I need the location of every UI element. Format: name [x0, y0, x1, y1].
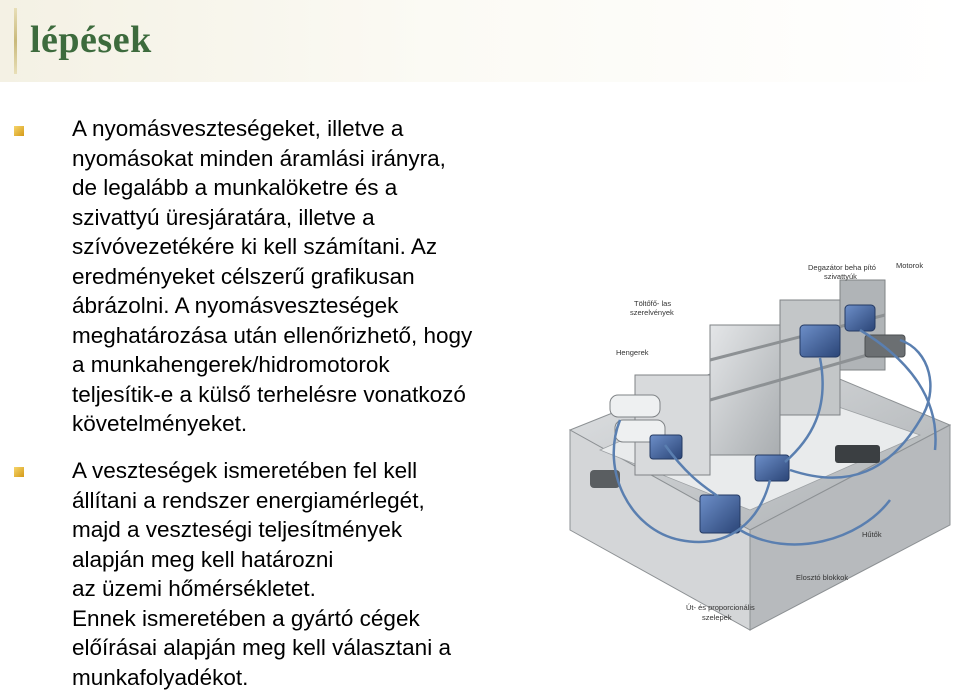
label-cooler: Hűtők — [862, 530, 882, 539]
bullet-marker-1 — [14, 126, 24, 136]
label-motor: Motorok — [896, 261, 924, 270]
label-distributor: Elosztó blokkok — [796, 573, 849, 582]
cooler — [835, 445, 880, 463]
title-accent — [14, 8, 17, 74]
label-valves-1: Út- és proporcionális — [686, 603, 755, 612]
slide-title: lépések — [30, 19, 152, 61]
label-filling-1: Töltőfő- las — [634, 299, 672, 308]
label-valves-2: szelepek — [702, 613, 732, 622]
label-cylinder: Hengerek — [616, 348, 649, 357]
label-degassing-1: Degazátor beha pító — [808, 263, 876, 272]
bullet-text-2: A veszteségek ismeretében fel kell állítani a rendszer energiamérlegét, majd a veszteségi teljesítmények alapján meg kell határozni az üzemi hőmérsékletet. Ennek ismeretében a gyártó cégek előírásai alapján meg kell választani a munkafolyadékot. — [72, 458, 451, 690]
hydraulic-machine-illustration — [560, 240, 960, 680]
label-degassing-2: szivattyúk — [824, 272, 857, 281]
bullet-text-1: A nyomásveszteségeket, illetve a nyomásokat minden áramlási irányra, de legalább a munkalöketre és a szivattyú üresjáratára, illetve a szívóvezetékére ki kell számítani. Az eredményeket célszerű grafikusan ábrázolni. A nyomásveszteségek meghatározása után ellenőrizhető, hogy a munkahengerek/hidromotorok teljesítik-e a külső terhelésre vonatkozó követelményeket. — [72, 116, 473, 436]
bullet-marker-2 — [14, 467, 24, 477]
label-filling-2: szerelvények — [630, 308, 674, 317]
